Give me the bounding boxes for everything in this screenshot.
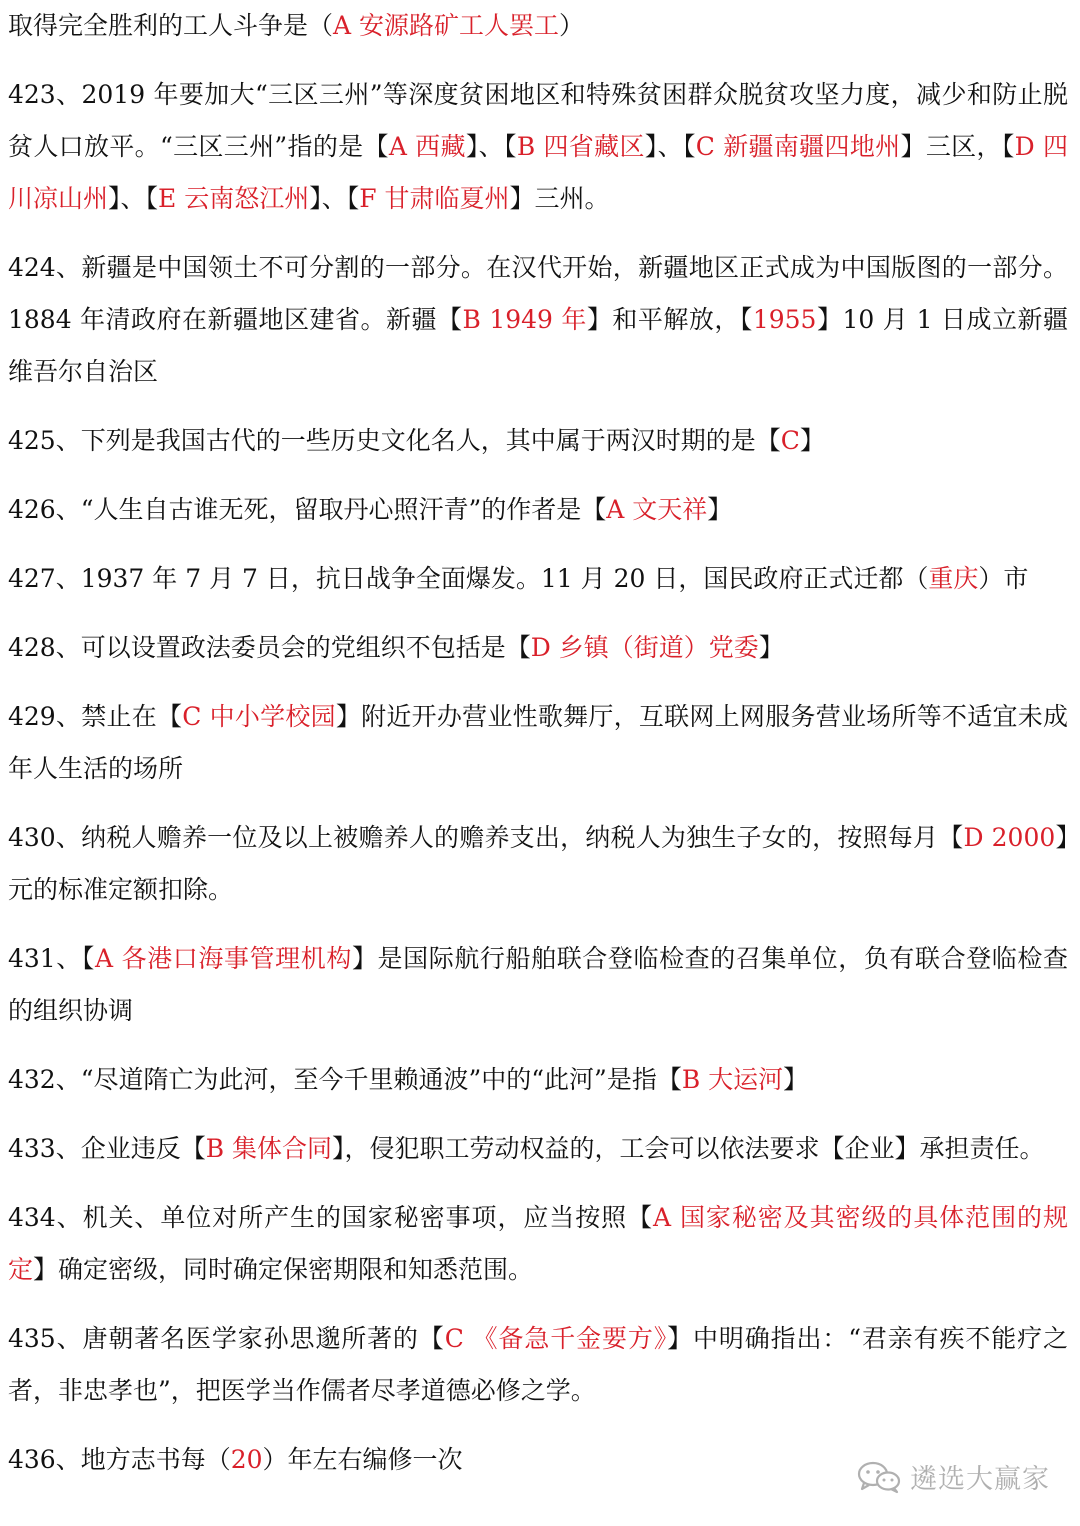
question-paragraph [8,242,1068,398]
answer-text: C 新疆南疆四地州 [695,132,901,161]
question-text: 431、【 [8,944,95,973]
answer-text: E 云南怒江州 [158,184,310,213]
question-text: ）年左右编修一次 [262,1445,463,1474]
answer-text: D 四川凉山州 [8,132,1068,213]
answer-text: 20 [230,1445,263,1474]
question-text: ）市 [978,564,1029,593]
watermark [856,1457,1050,1496]
question-text: 】三区，【 [900,132,1015,161]
question-paragraph [8,415,1068,467]
question-text: 】 [758,633,784,662]
question-text: 】三州。 [509,184,610,213]
question-text: 432、“尽道隋亡为此河，至今千里赖通波”中的“此河”是指【 [8,1065,682,1094]
question-text: 436、地方志书每（ [8,1445,231,1474]
question-text: 427、1937 年 7 月 7 日，抗日战争全面爆发。11 月 20 日，国民政府正式迁都（ [8,564,929,593]
answer-text: A 安源路矿工人罢工 [333,11,560,40]
answer-text: 1955 [752,305,817,334]
answer-text: B 1949 年 [462,305,587,334]
answer-text: B 集体合同 [205,1134,333,1163]
question-text: 430、纳税人赡养一位及以上被赡养人的赡养支出，纳税人为独生子女的，按照每月【 [8,823,964,852]
question-text: 】和平解放，【 [586,305,753,334]
question-text: 】确定密级，同时确定保密期限和知悉范围。 [33,1255,534,1284]
question-text: 】、【 [644,132,696,161]
answer-text: F 甘肃临夏州 [359,184,510,213]
question-paragraph [8,622,1068,674]
question-text: 429、禁止在【 [8,702,183,731]
answer-text: C 中小学校园 [182,702,336,731]
question-paragraph [8,691,1068,795]
question-paragraph [8,933,1068,1037]
answer-text: D 乡镇（街道）党委 [530,633,759,662]
question-text: 】10 月 1 日成立新疆维吾尔自治区 [8,305,1068,386]
question-text: 426、“人生自古谁无死，留取丹心照汗青”的作者是【 [8,495,607,524]
wechat-icon [856,1460,902,1494]
watermark-text: 遴选大赢家 [910,1464,1050,1495]
question-text: 】附近开办营业性歌舞厅，互联网上网服务营业场所等不适宜未成年人生活的场所 [8,702,1068,783]
question-paragraph [8,1054,1068,1106]
question-text: 】是国际航行船舶联合登临检查的召集单位，负有联合登临检查的组织协调 [8,944,1068,1025]
question-text: 435、唐朝著名医学家孙思邈所著的【 [8,1324,445,1353]
question-text: 】中明确指出：“君亲有疾不能疗之者，非忠孝也”，把医学当作儒者尽孝道德必修之学。 [8,1324,1068,1405]
answer-text: C [780,426,800,455]
question-text: 425、下列是我国古代的一些历史文化名人，其中属于两汉时期的是【 [8,426,781,455]
question-text: 】 [799,426,825,455]
question-text: 434、机关、单位对所产生的国家秘密事项，应当按照【 [8,1203,654,1232]
question-text: 取得完全胜利的工人斗争是（ [8,11,334,40]
question-paragraph [8,812,1068,916]
question-text: 】元的标准定额扣除。 [8,823,1068,904]
answer-text: 重庆 [928,564,979,593]
question-paragraph [8,0,1068,52]
answer-text: A 西藏 [388,132,466,161]
question-paragraph [8,484,1068,536]
answer-text: A 文天祥 [606,495,708,524]
answer-text: B 大运河 [681,1065,784,1094]
question-paragraph [8,69,1068,225]
document-body [8,0,1068,1503]
question-text: 】、【 [309,184,360,213]
question-paragraph [8,1313,1068,1417]
answer-text: A 各港口海事管理机构 [95,944,352,973]
answer-text: B 四省藏区 [516,132,645,161]
question-text: 】、【 [108,184,159,213]
question-paragraph [8,1123,1068,1175]
answer-text: D 2000 [963,823,1056,852]
question-text: 424、新疆是中国领土不可分割的一部分。在汉代开始，新疆地区正式成为中国版图的一部分。1884 年清政府在新疆地区建省。新疆【 [8,253,1068,334]
question-text: 423、2019 年要加大“三区三州”等深度贫困地区和特殊贫困群众脱贫攻坚力度，减少和防止脱贫人口放平。“三区三州”指的是【 [8,80,1068,161]
answer-text: A 国家秘密及其密级的具体范围的规定 [8,1203,1068,1284]
question-text: 433、企业违反【 [8,1134,206,1163]
question-text: 】、【 [465,132,517,161]
question-paragraph [8,1192,1068,1296]
question-paragraph [8,553,1068,605]
question-text: 】 [783,1065,809,1094]
question-text: 】，侵犯职工劳动权益的，工会可以依法要求【企业】承担责任。 [332,1134,1045,1163]
question-text: 428、可以设置政法委员会的党组织不包括是【 [8,633,531,662]
question-text: 】 [707,495,733,524]
answer-text: C 《备急千金要方》 [444,1324,668,1353]
question-text: ） [559,11,585,40]
